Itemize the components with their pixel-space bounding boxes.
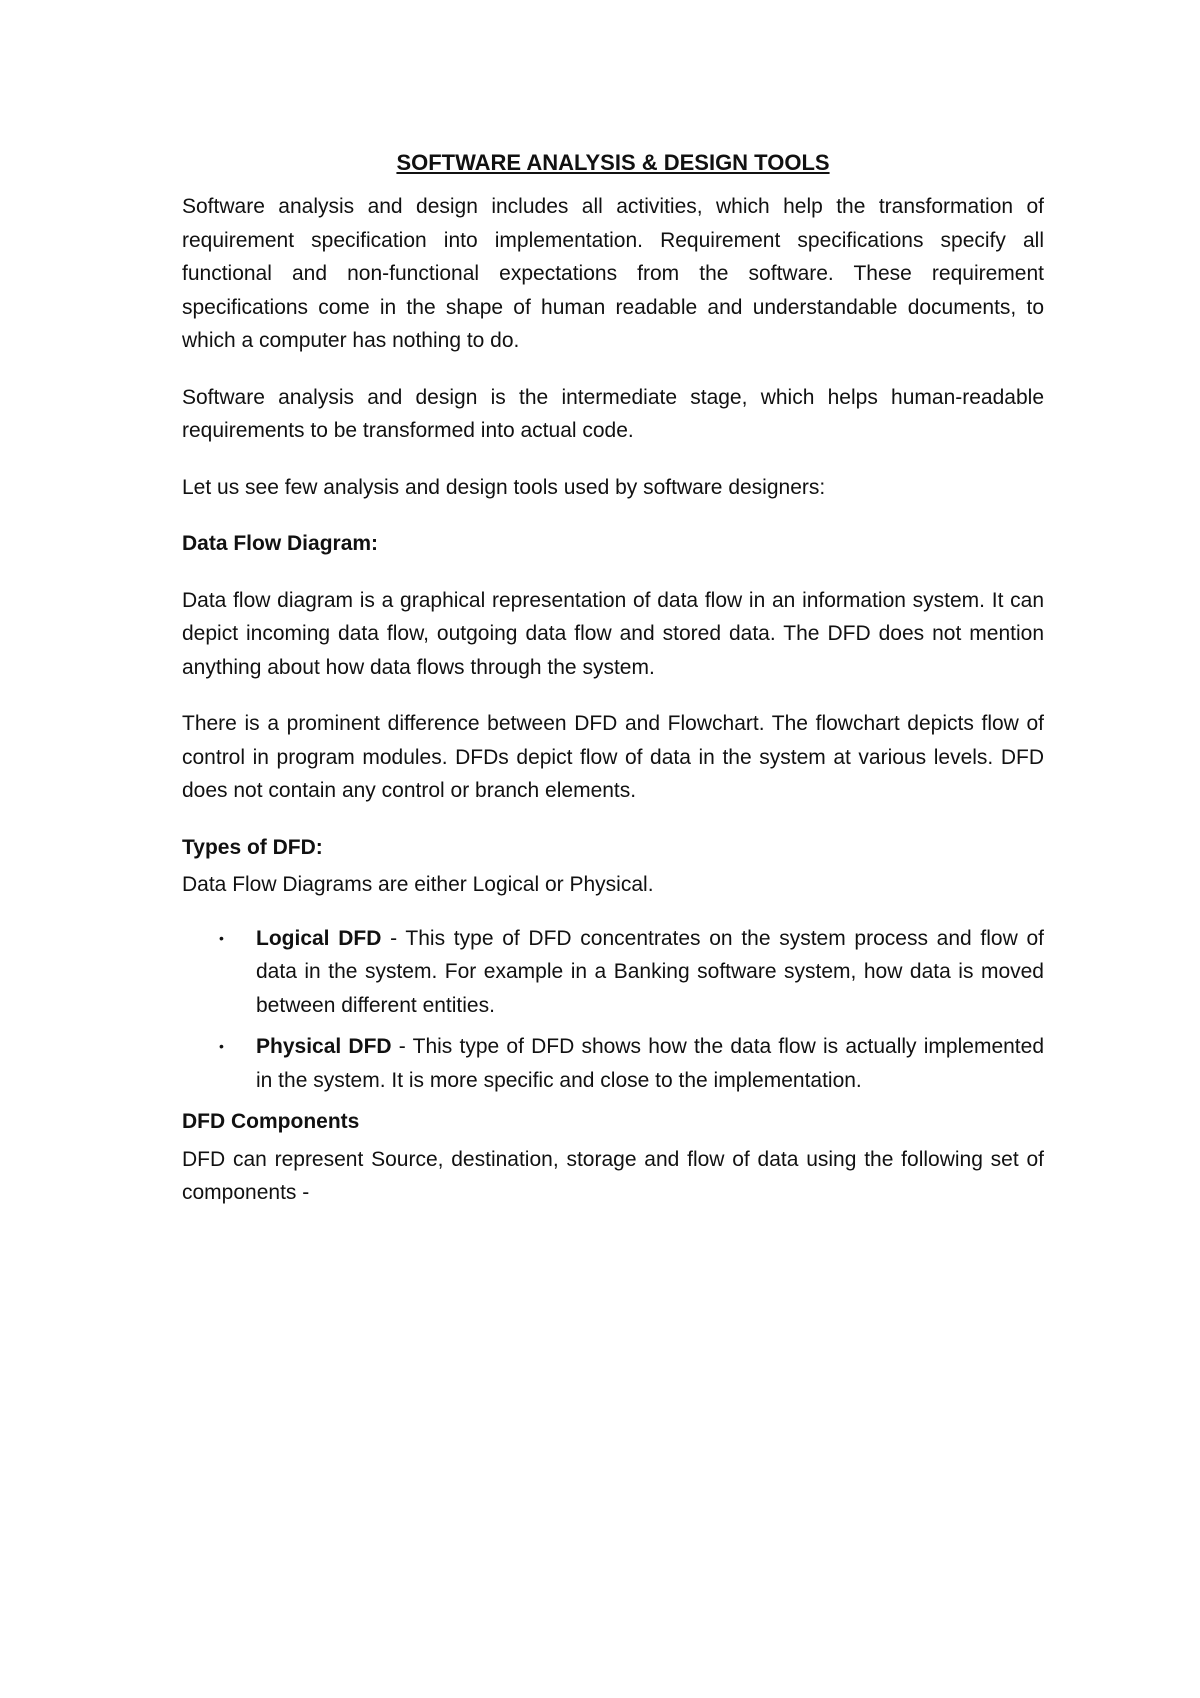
logical-dfd-term: Logical DFD — [256, 926, 382, 950]
intro-paragraph: Software analysis and design includes all activities, which help the transformation of requirement specification into implementation. Requirement specifications specify all functional and non-functional expectations from the software. These requirement specifications come in the shape of human readable and understandable documents, to which a computer has nothing to do. — [182, 195, 1044, 352]
types-intro-paragraph: Data Flow Diagrams are either Logical or Physical. — [182, 873, 654, 896]
dfd-heading: Data Flow Diagram: — [182, 532, 379, 555]
document-page — [182, 146, 1044, 1233]
dfd-definition-paragraph: Data flow diagram is a graphical representation of data flow in an information system. It can depict incoming data flow, outgoing data flow and stored data. The DFD does not mention anything about how data flows through the system. — [182, 588, 1044, 679]
list-item-logical-dfd — [182, 922, 1044, 1023]
page-title: SOFTWARE ANALYSIS & DESIGN TOOLS — [396, 150, 830, 175]
bullet-icon: • — [219, 1038, 224, 1054]
dfd-difference-paragraph: There is a prominent difference between DFD and Flowchart. The flowchart depicts flow of control in program modules. DFDs depict flow of data in the system at various levels. DFD does not contain any control or branch elements. — [182, 712, 1044, 802]
types-of-dfd-heading: Types of DFD: — [182, 835, 323, 859]
list-item-physical-dfd — [182, 1030, 1044, 1097]
dfd-types-list — [182, 922, 1044, 1098]
physical-dfd-description: - This type of DFD shows how the data flow is actually implemented in the system. It is more specific and close to the implementation. — [256, 1035, 1044, 1092]
logical-dfd-description: - This type of DFD concentrates on the system process and flow of data in the system. For example in a Banking software system, how data is moved between different entities. — [256, 926, 1044, 1017]
physical-dfd-term: Physical DFD — [256, 1035, 392, 1058]
dfd-components-paragraph: DFD can represent Source, destination, storage and flow of data using the following set of components - — [182, 1147, 1044, 1204]
bullet-icon: • — [219, 929, 224, 946]
intermediate-stage-paragraph: Software analysis and design is the intermediate stage, which helps human-readable requirements to be transformed into actual code. — [182, 385, 1044, 442]
tools-intro-paragraph: Let us see few analysis and design tools used by software designers: — [182, 475, 826, 499]
dfd-components-heading: DFD Components — [182, 1110, 360, 1133]
